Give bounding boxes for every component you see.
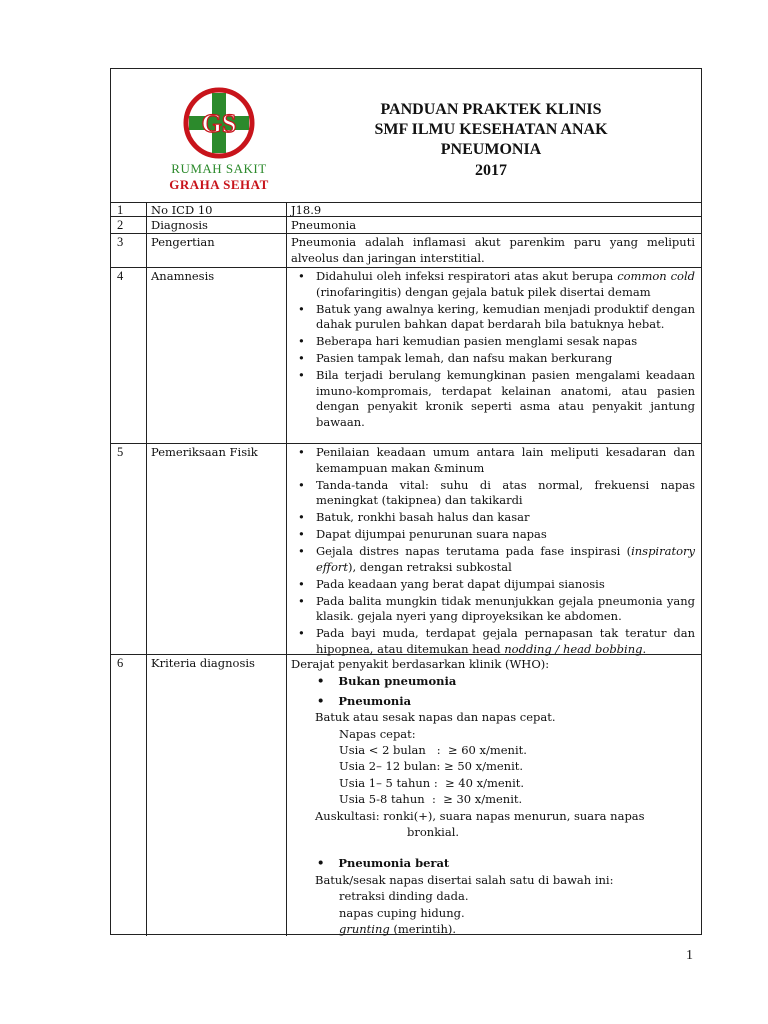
table-row <box>111 444 701 655</box>
row-value <box>287 655 701 936</box>
table-row <box>111 217 701 234</box>
row-value <box>287 444 701 654</box>
pneumonia-description: Batuk atau sesak napas dan napas cepat. <box>315 710 556 725</box>
row-label: No ICD 10 <box>147 202 287 216</box>
row-label: Anamnesis <box>147 268 287 443</box>
age-rate-item: Usia < 2 bulan : ≥ 60 x/menit. <box>339 743 527 758</box>
hospital-name-line2: GRAHA SEHAT <box>169 177 269 192</box>
list-item: • Pada bayi muda, terdapat gejala pernapasan tak teratur dan hipopnea, atau ditemukan head nodding / head bobbing. <box>291 626 695 657</box>
list-item: • Pasien tampak lemah, dan nafsu makan berkurang <box>291 351 695 367</box>
list-item: • Batuk, ronkhi basah halus dan kasar <box>291 510 695 526</box>
age-rate-item: Usia 5-8 tahun : ≥ 30 x/menit. <box>339 792 523 807</box>
table-row <box>111 202 701 217</box>
auskultasi-text: Auskultasi: ronki(+), suara napas menurun, suara napas <box>315 808 645 823</box>
list-item: • Dapat dijumpai penurunan suara napas <box>291 527 695 543</box>
list-item: • Didahului oleh infeksi respiratori atas akut berupa common cold (rinofaringitis) dengan gejala batuk pilek disertai demam <box>291 269 695 300</box>
auskultasi-text-cont: bronkial. <box>407 825 460 840</box>
list-item: • Tanda-tanda vital: suhu di atas normal, frekuensi napas meningkat (takipnea) dan takikardi <box>291 478 695 509</box>
physical-exam-list <box>291 445 695 657</box>
row-number: 6 <box>111 655 147 936</box>
list-item: • Bila terjadi berulang kemungkinan pasien mengalami keadaan imuno-kompromais, terdapat kelainan anatomi, atau pasien dengan penyakit kronik seperti asma atau penyakit jantung bawaan. <box>291 368 695 430</box>
title-line-1: PANDUAN PRAKTEK KLINIS <box>380 101 602 118</box>
age-rate-item: Usia 2– 12 bulan: ≥ 50 x/menit. <box>339 759 524 774</box>
row-value: Pneumonia adalah inflamasi akut parenkim paru yang meliputi alveolus dan jaringan interstitial. <box>291 235 695 265</box>
row-label: Pemeriksaan Fisik <box>147 444 287 654</box>
row-number: 5 <box>111 444 147 654</box>
clinical-guideline-table <box>110 68 702 935</box>
criteria-bukan-pneumonia: • Bukan pneumonia <box>317 674 457 689</box>
row-label: Pengertian <box>147 234 287 267</box>
list-item: • Gejala distres napas terutama pada fase inspirasi (inspiratory effort), dengan retraksi subkostal <box>291 544 695 575</box>
row-value: J18.9 <box>291 203 322 217</box>
list-item: • Batuk yang awalnya kering, kemudian menjadi produktif dengan dahak purulen bahkan dapat berdarah bila batuknya hebat. <box>291 302 695 333</box>
page-number: 1 <box>686 948 693 963</box>
title-line-3: PNEUMONIA <box>440 141 542 158</box>
berat-item-grunting: grunting (merintih). <box>339 922 457 937</box>
anamnesis-list <box>291 269 695 430</box>
list-item: • Penilaian keadaan umum antara lain meliputi kesadaran dan kemampuan makan &minum <box>291 445 695 476</box>
berat-description: Batuk/sesak napas disertai salah satu di bawah ini: <box>315 872 614 887</box>
row-value: Pneumonia <box>291 218 357 232</box>
logo-letters: GS <box>201 109 237 138</box>
row-number: 3 <box>111 234 147 267</box>
title-line-2: SMF ILMU KESEHATAN ANAK <box>374 121 608 138</box>
row-label: Kriteria diagnosis <box>147 655 287 936</box>
row-number: 2 <box>111 217 147 233</box>
table-row <box>111 268 701 444</box>
table-row <box>111 234 701 268</box>
berat-item: napas cuping hidung. <box>339 905 465 920</box>
document-header <box>111 69 701 203</box>
criteria-intro: Derajat penyakit berdasarkan klinik (WHO): <box>291 657 550 671</box>
berat-item: retraksi dinding dada. <box>339 889 469 904</box>
list-item: • Pada balita mungkin tidak menunjukkan gejala pneumonia yang klasik. gejala nyeri yang diproyeksikan ke abdomen. <box>291 594 695 625</box>
row-number: 1 <box>111 202 147 216</box>
row-label: Diagnosis <box>147 217 287 233</box>
row-value <box>287 268 701 443</box>
list-item: • Pada keadaan yang berat dapat dijumpai sianosis <box>291 577 695 593</box>
age-rate-item: Usia 1– 5 tahun : ≥ 40 x/menit. <box>339 775 525 790</box>
title-line-4: 2017 <box>475 162 507 179</box>
napas-cepat-label: Napas cepat: <box>339 726 416 741</box>
hospital-name-line1: RUMAH SAKIT <box>171 161 267 176</box>
criteria-pneumonia-berat: • Pneumonia berat <box>317 856 450 871</box>
row-number: 4 <box>111 268 147 443</box>
table-row <box>111 655 701 936</box>
hospital-logo-icon <box>181 85 257 161</box>
criteria-pneumonia: • Pneumonia <box>317 693 412 708</box>
list-item: • Beberapa hari kemudian pasien menglami sesak napas <box>291 334 695 350</box>
